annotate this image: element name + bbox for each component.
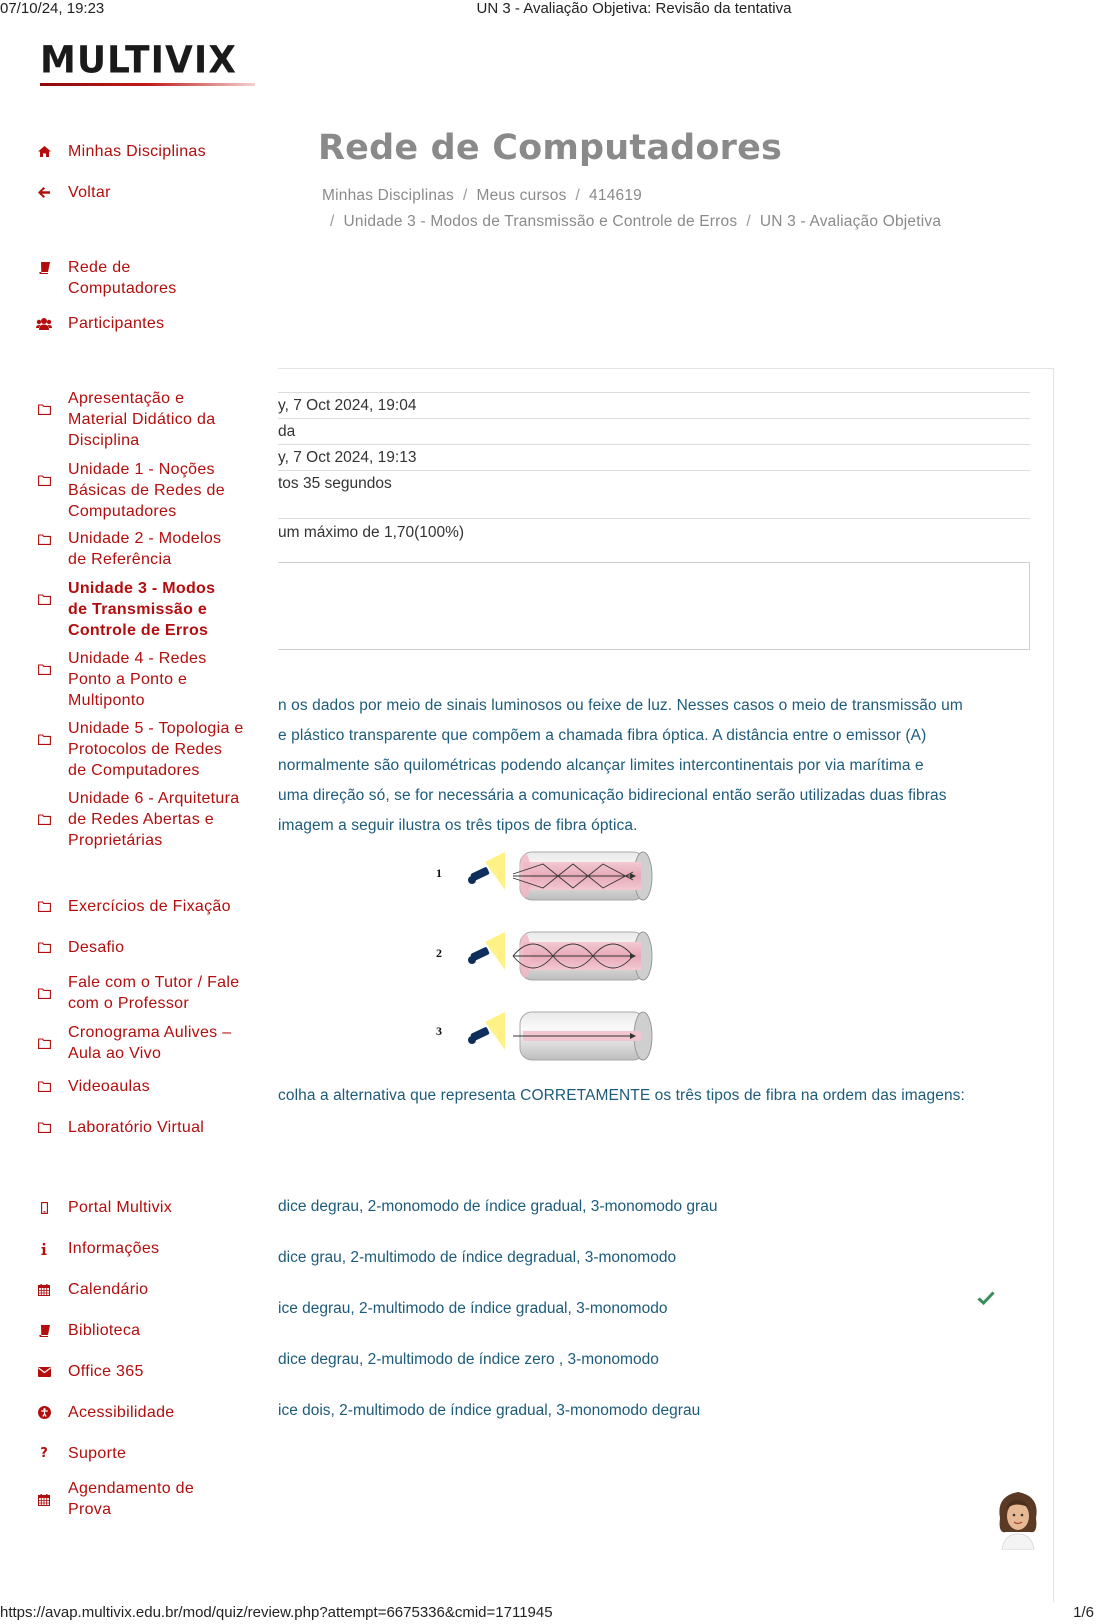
sidebar-item-label: Unidade 1 - Noções Básicas de Redes de Computadores — [68, 461, 225, 520]
summary-grade: um máximo de 1,70(100%) — [278, 524, 465, 541]
sidebar-item-label: Fale com o Tutor / Fale com o Professor — [68, 974, 240, 1012]
folder-icon — [30, 972, 58, 1015]
answer-option[interactable]: dice grau, 2-multimodo de índice degradual, 3-monomodo — [278, 1249, 677, 1266]
sidebar-item-biblioteca[interactable] — [30, 1320, 245, 1341]
print-footer — [0, 1602, 1096, 1624]
accessibility-icon — [30, 1402, 58, 1423]
question-text-line: imagem a seguir ilustra os três tipos de fibra óptica. — [278, 817, 638, 834]
answer-option[interactable]: ice dois, 2-multimodo de índice gradual, 3-monomodo degrau — [278, 1402, 701, 1419]
folder-icon — [30, 459, 58, 502]
breadcrumb-item[interactable]: UN 3 - Avaliação Objetiva — [759, 213, 942, 230]
question-text-line: uma direção só, se for necessária a comunicação bidirecional então serão utilizadas duas fibras — [278, 787, 947, 804]
sidebar-item-voltar[interactable] — [30, 182, 245, 203]
folder-icon — [30, 937, 58, 958]
sidebar-item-label: Rede de Computadores — [68, 259, 177, 297]
answer-option-correct[interactable]: ice degrau, 2-multimodo de índice gradual, 3-monomodo — [278, 1300, 668, 1317]
flashlight-icon — [468, 852, 505, 890]
print-header — [0, 0, 1096, 18]
breadcrumb — [322, 187, 642, 205]
folder-icon — [30, 896, 58, 917]
flashlight-icon — [468, 932, 505, 970]
sidebar-section-cronograma[interactable] — [30, 1022, 245, 1065]
question-text-line: e plástico transparente que compõem a chamada fibra óptica. A distância entre o emissor (A) — [278, 727, 927, 744]
arrow-left-icon — [30, 182, 58, 203]
logo-text: MULTIVIX — [40, 38, 237, 83]
folder-icon — [30, 528, 58, 551]
question-icon: ? — [40, 1446, 48, 1461]
sidebar-item-calendario[interactable] — [30, 1279, 245, 1300]
mobile-icon — [30, 1197, 58, 1218]
breadcrumb-separator: / — [746, 213, 751, 230]
sidebar-section-fale-com-tutor[interactable] — [30, 972, 245, 1015]
summary-completed: y, 7 Oct 2024, 19:13 — [278, 449, 417, 466]
question-text-line: n os dados por meio de sinais luminosos ou feixe de luz. Nesses casos o meio de transmissão um — [278, 697, 963, 714]
sidebar-item-acessibilidade[interactable] — [30, 1402, 245, 1423]
breadcrumb-item[interactable]: Meus cursos — [476, 187, 567, 204]
home-icon — [30, 141, 58, 162]
page-title: Rede de Computadores — [318, 128, 783, 168]
feedback-box — [278, 562, 1030, 650]
sidebar-section-laboratorio[interactable] — [30, 1117, 245, 1138]
folder-icon — [30, 648, 58, 691]
sidebar-item-label: Exercícios de Fixação — [68, 898, 231, 915]
users-icon — [30, 313, 58, 334]
sidebar-item-office-365[interactable] — [30, 1361, 245, 1382]
sidebar-item-label: Unidade 6 - Arquitetura de Redes Abertas e Proprietárias — [68, 790, 240, 849]
folder-icon — [30, 1117, 58, 1138]
folder-icon — [30, 1076, 58, 1097]
sidebar-item-label: Calendário — [68, 1281, 149, 1298]
breadcrumb-item[interactable]: Unidade 3 - Modos de Transmissão e Controle de Erros — [343, 213, 738, 230]
summary-divider — [278, 444, 1030, 445]
summary-divider — [278, 470, 1030, 471]
breadcrumb-separator: / — [462, 187, 468, 204]
sidebar-item-label: Informações — [68, 1240, 160, 1257]
summary-divider — [278, 518, 1030, 519]
sidebar-item-informacoes[interactable] — [30, 1238, 245, 1259]
question-text-line: normalmente são quilométricas podendo alcançar limites intercontinentais por via marítima e — [278, 757, 924, 774]
answer-option[interactable]: dice degrau, 2-multimodo de índice zero , 3-monomodo — [278, 1351, 659, 1368]
fiber-optics-figure — [465, 840, 675, 1080]
sidebar-section-apresentacao[interactable] — [30, 388, 245, 451]
sidebar-item-label: Participantes — [68, 315, 165, 332]
folder-icon — [30, 718, 58, 761]
flashlight-icon — [468, 1012, 505, 1050]
sidebar-item-label: Minhas Disciplinas — [68, 143, 206, 160]
breadcrumb-line-2 — [330, 213, 941, 231]
fiber-step-index — [513, 852, 652, 900]
sidebar-item-label: Laboratório Virtual — [68, 1119, 205, 1136]
folder-icon — [30, 788, 58, 851]
sidebar-section-desafio[interactable] — [30, 937, 245, 958]
summary-state: da — [278, 423, 296, 440]
sidebar-item-minhas-disciplinas[interactable] — [30, 141, 245, 162]
sidebar-section-unidade-4[interactable] — [30, 648, 245, 711]
print-date: 07/10/24, 19:23 — [0, 0, 105, 17]
answer-option[interactable]: dice degrau, 2-monomodo de índice gradual, 3-monomodo grau — [278, 1198, 718, 1215]
check-icon — [977, 1290, 995, 1306]
breadcrumb-item[interactable]: 414619 — [589, 187, 642, 204]
sidebar-section-exercicios[interactable] — [30, 896, 245, 917]
figure-label: 2 — [436, 946, 442, 960]
figure-label: 1 — [436, 866, 442, 880]
question-prompt: colha a alternativa que representa CORRETAMENTE os três tipos de fibra na ordem das imagens: — [278, 1087, 965, 1104]
envelope-icon — [30, 1361, 58, 1382]
sidebar-item-label: Agendamento de Prova — [68, 1480, 195, 1518]
sidebar-item-label: Suporte — [68, 1445, 127, 1462]
sidebar-item-rede-de-computadores[interactable] — [30, 257, 245, 299]
fiber-graded-index — [513, 932, 652, 980]
sidebar-section-unidade-3[interactable] — [30, 578, 245, 641]
sidebar-item-label: Voltar — [68, 184, 111, 201]
summary-started: y, 7 Oct 2024, 19:04 — [278, 397, 417, 414]
book-icon — [30, 1320, 58, 1341]
breadcrumb-separator: / — [575, 187, 581, 204]
sidebar-item-label: Biblioteca — [68, 1322, 141, 1339]
sidebar-item-label: Unidade 3 - Modos de Transmissão e Controle de Erros — [68, 580, 216, 639]
multivix-logo[interactable] — [40, 40, 260, 88]
sidebar-section-unidade-5[interactable] — [30, 718, 245, 781]
summary-duration: tos 35 segundos — [278, 475, 392, 492]
sidebar-item-label: Office 365 — [68, 1363, 144, 1380]
fiber-single-mode — [513, 1012, 652, 1060]
sidebar-section-unidade-2[interactable] — [30, 528, 245, 570]
print-page-number: 1/6 — [1073, 1604, 1094, 1621]
print-title: UN 3 - Avaliação Objetiva: Revisão da tentativa — [476, 0, 792, 17]
sidebar-item-label: Unidade 5 - Topologia e Protocolos de Redes de Computadores — [68, 720, 244, 779]
sidebar-item-label: Cronograma Aulives – Aula ao Vivo — [68, 1024, 232, 1062]
assistant-avatar[interactable] — [994, 1488, 1042, 1550]
sidebar-section-unidade-6[interactable] — [30, 788, 245, 851]
logo-underline — [40, 83, 255, 86]
sidebar-item-portal-multivix[interactable] — [30, 1197, 245, 1218]
sidebar-item-label: Unidade 2 - Modelos de Referência — [68, 530, 222, 568]
breadcrumb-item[interactable]: Minhas Disciplinas — [322, 187, 454, 204]
summary-divider — [278, 392, 1030, 393]
sidebar-item-label: Unidade 4 - Redes Ponto a Ponto e Multiponto — [68, 650, 207, 709]
summary-divider — [278, 418, 1030, 419]
sidebar-item-label: Portal Multivix — [68, 1199, 173, 1216]
sidebar-item-label: Apresentação e Material Didático da Disciplina — [68, 390, 216, 449]
breadcrumb-separator: / — [330, 213, 335, 230]
sidebar-item-label: Videoaulas — [68, 1078, 150, 1095]
sidebar-section-unidade-1[interactable] — [30, 459, 245, 522]
info-icon — [30, 1238, 58, 1259]
calendar-icon — [30, 1279, 58, 1300]
folder-icon — [30, 578, 58, 621]
folder-icon — [30, 388, 58, 431]
sidebar-item-participantes[interactable] — [30, 313, 245, 334]
book-icon — [30, 257, 58, 278]
sidebar-item-label: Acessibilidade — [68, 1404, 175, 1421]
sidebar-section-videoaulas[interactable] — [30, 1076, 245, 1097]
figure-label: 3 — [436, 1024, 442, 1038]
print-url: https://avap.multivix.edu.br/mod/quiz/review.php?attempt=6675336&cmid=1711945 — [0, 1604, 553, 1621]
calendar-icon — [30, 1478, 58, 1521]
sidebar-item-agendamento-de-prova[interactable] — [30, 1478, 245, 1521]
sidebar-item-suporte[interactable] — [30, 1443, 245, 1464]
folder-icon — [30, 1022, 58, 1065]
sidebar-item-label: Desafio — [68, 939, 125, 956]
